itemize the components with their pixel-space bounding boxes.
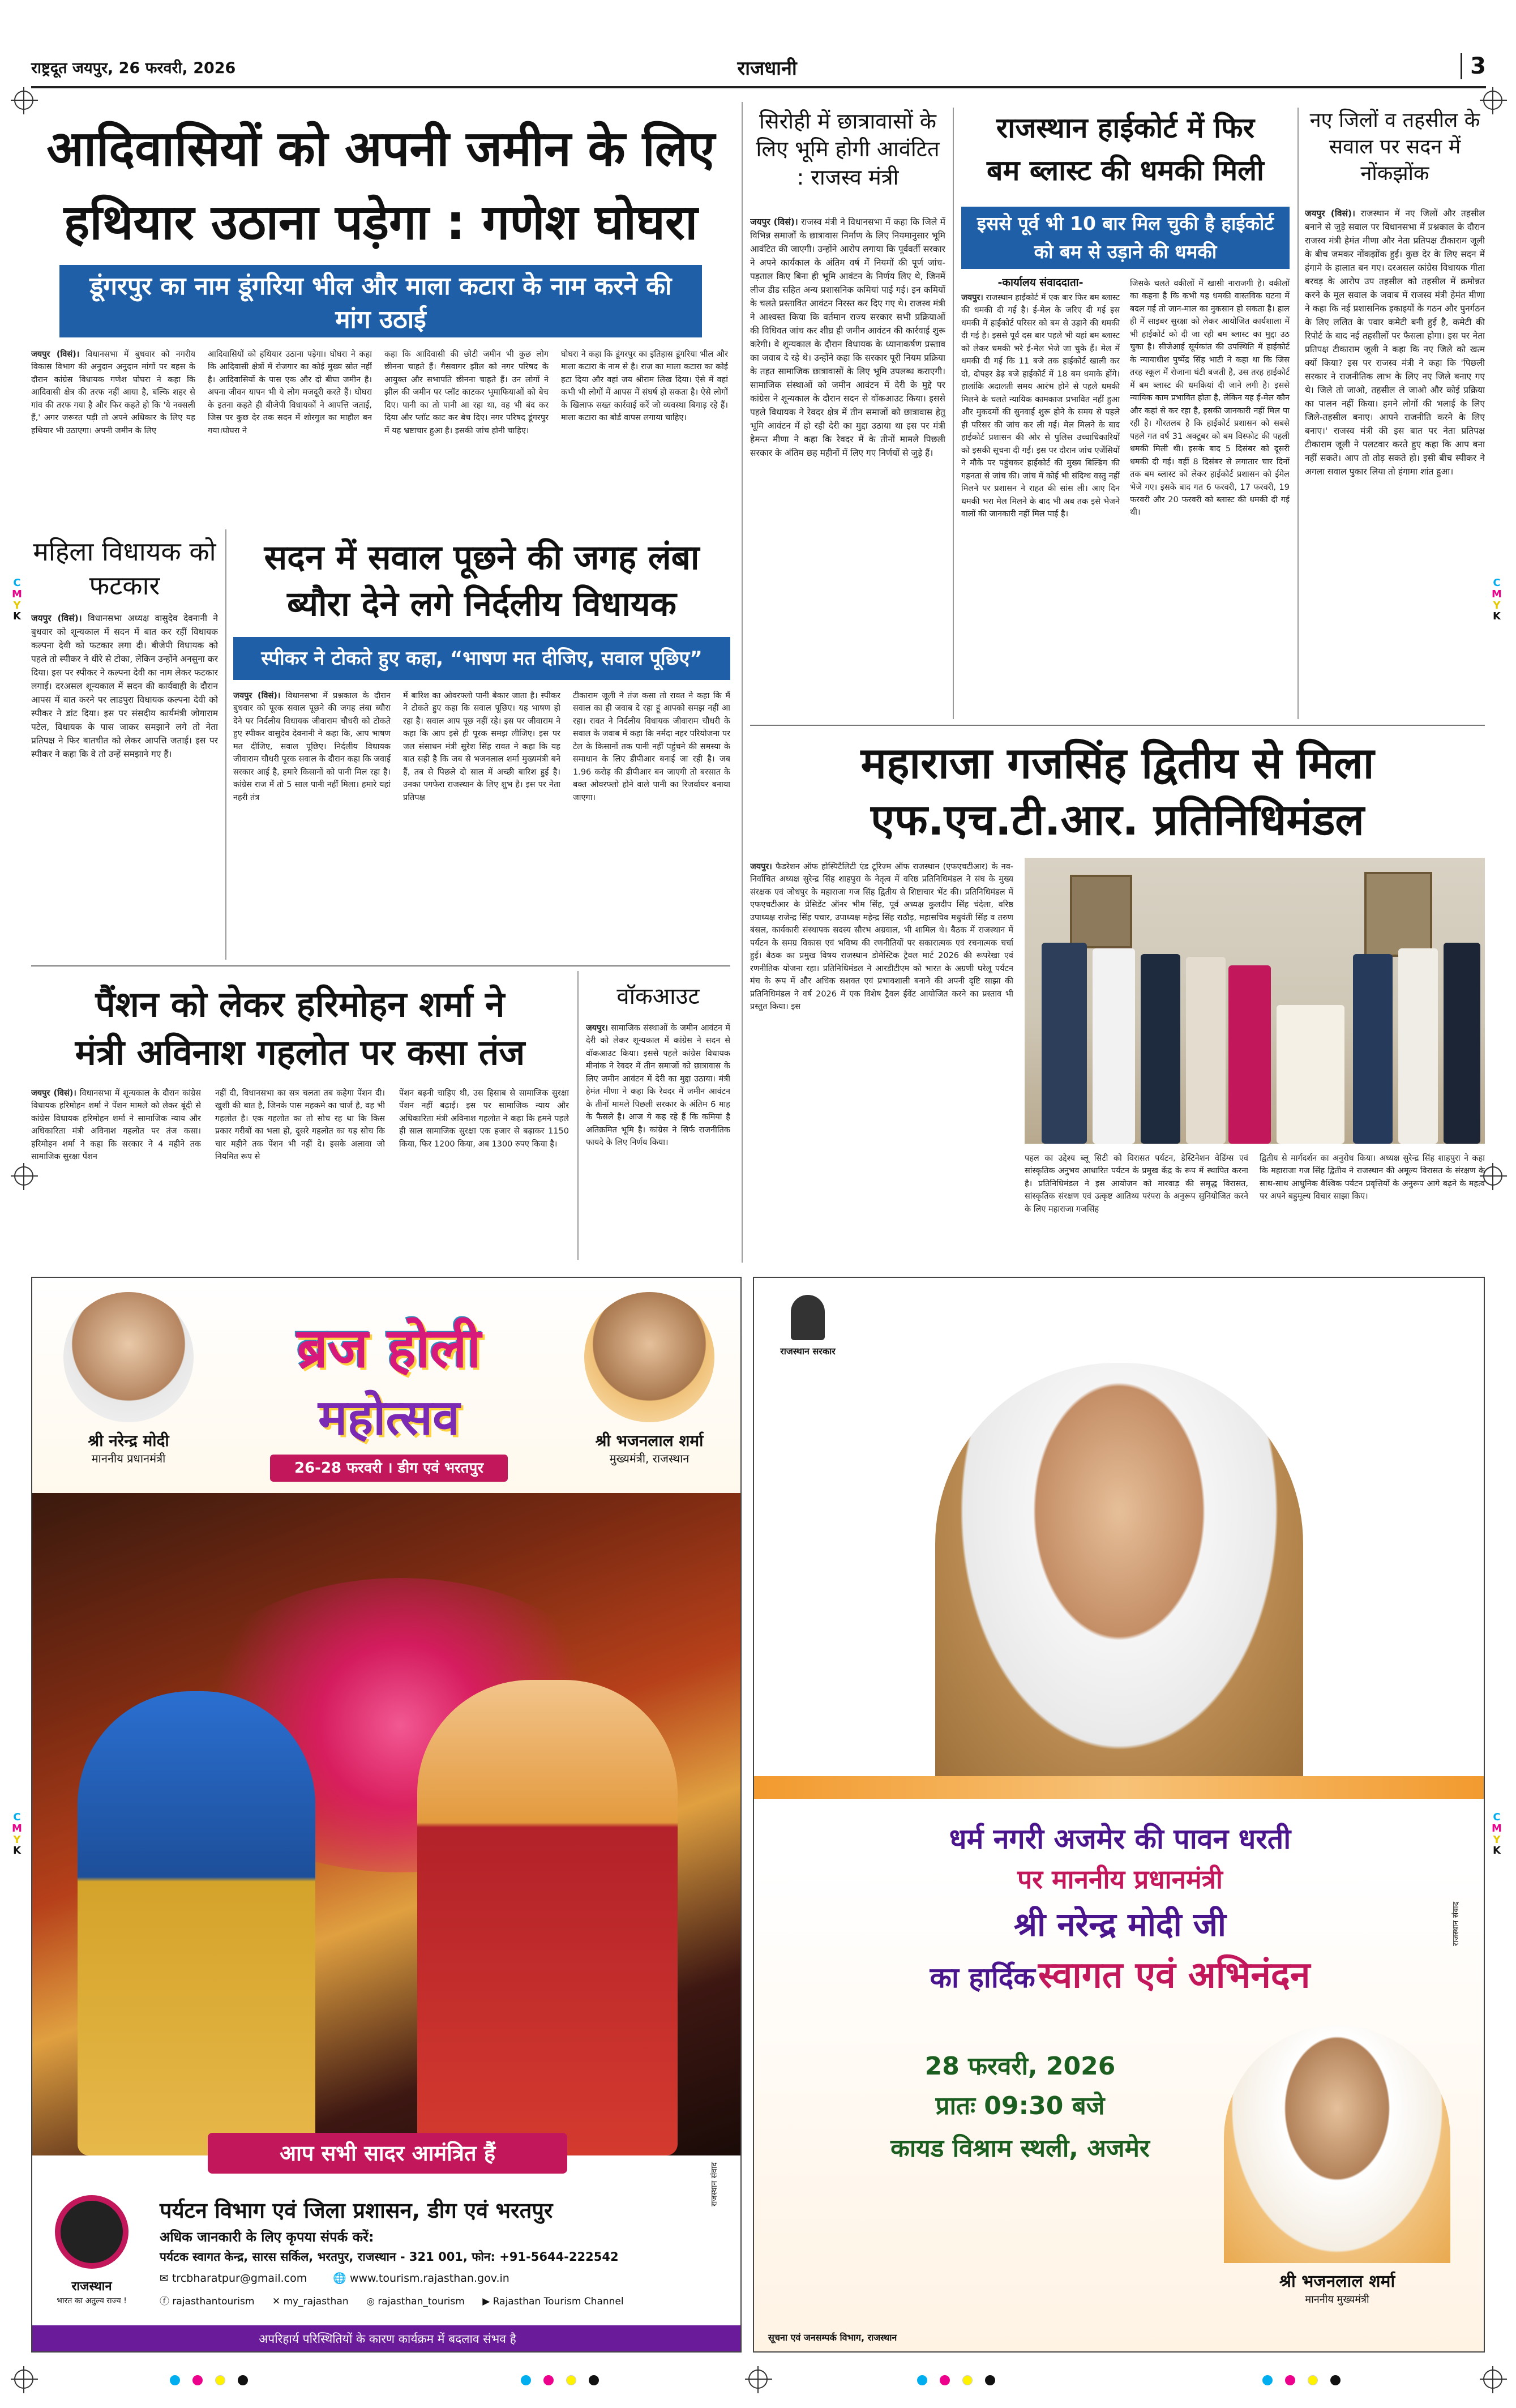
disclaimer-bar: अपरिहार्य परिस्थितियों के कारण कार्यक्रम में बदलाव संभव है: [32, 2325, 742, 2353]
sadan-article: [233, 527, 730, 963]
cmyk-strip-left-2: [11, 1812, 23, 1857]
braj-holi-ad: [31, 1277, 742, 2353]
fhtr-col-3: द्वितीय से मार्गदर्शन का अनुरोध किया। अध्यक्ष सुरेन्द्र सिंह शाहपुरा ने कहा कि महाराजा गज सिंह द्वितीय ने राजस्थान की अमूल्य विरासत के संरक्षण के साथ-साथ आधुनिक वैश्विक पर्यटन प्रवृत्तियों के अनुरूप आगे बढ़ने के महत्व पर अपने बहुमूल्य विचार साझा किए।: [1260, 1154, 1485, 1201]
welcome-line-1: धर्म नगरी अजमेर की पावन धरती: [949, 1823, 1291, 1855]
color-dot: [985, 2375, 995, 2385]
color-dot: [1285, 2375, 1295, 2385]
social-facebook[interactable]: rajasthantourism: [172, 2296, 255, 2307]
divider: [225, 529, 226, 960]
fhtr-col-1-text: फैडरेशन ऑफ होस्पिटैलिटी एंड टूरिज्म ऑफ राजस्थान (एफएचटीआर) के नव-निर्वाचित अध्यक्ष सुरेन्द्र सिंह शाहपुरा के नेतृत्व में वरिष्ठ प्रतिनिधिमंडल ने संघ के मुख्य संरक्षक एवं जोधपुर के महाराजा गज सिंह द्वितीय से शिष्टाचार भेंट की। प्रतिनिधिमंडल में एफएचटीआर के प्रेसिडेंट ऑनर भीम सिंह, पूर्व अध्यक्ष कुलदीप सिंह चंदेला, वरिष्ठ उपाध्यक्ष राजेन्द्र सिंह पचार, उपाध्यक्ष महेन्द्र सिंह राठौड़, महासचिव मधुवंती सिंह व तरुण बंसल, कार्यकारी संस्थापक सदस्य सौरभ अग्रवाल, भी शामिल थे। बैठक में राजस्थान में पर्यटन के समग्र विकास एवं भविष्य की रणनीतियों पर सकारात्मक एवं रचनात्मक चर्चा हुई। बैठक का प्रमुख विषय राजस्थान डोमेस्टिक ट्रैवल मार्ट 2026 की रूपरेखा एवं रणनीतिक योजना रहा। प्रतिनिधिमंडल ने आरडीटीएम को भारत के अग्रणी घरेलू पर्यटन मंच के रूप में और अधिक सशक्त एवं प्रभावशाली बनाने की अपनी दृष्टि साझा की प्रतिनिधिमंडल ने वर्ष 2026 में एक विशेष ट्रैवल ईवेंट आयोजित करने का प्रस्ताव भी प्रस्तुत किया। इस: [750, 862, 1013, 1012]
side-tag: राजस्थान संवाद: [1451, 1901, 1461, 1946]
logo-text: राजस्थान: [71, 2279, 112, 2294]
registration-mark: [748, 2369, 768, 2389]
braj-holi-title-2: महोत्सव: [318, 1389, 460, 1446]
newdistricts-headline: नए जिलों व तहसील के सवाल पर सदन में नोंकझोंक: [1309, 109, 1480, 185]
welcome-line-4: [754, 1949, 1485, 1998]
fhtr-dateline: जयपुर।: [750, 862, 772, 871]
saffron-wave: [754, 1776, 1485, 1799]
page-number: 3: [1461, 53, 1486, 79]
cmyk-y: Y: [1493, 1833, 1501, 1846]
cm-name: श्री भजनलाल शर्मा: [1279, 2272, 1395, 2291]
highcourt-article: [961, 108, 1290, 719]
sirohi-body: [750, 215, 945, 716]
emblem-label: राजस्थान सरकार: [780, 1346, 836, 1357]
cmyk-strip-left: [11, 578, 23, 622]
sadan-subhead: स्पीकर ने टोकते हुए कहा, “भाषण मत दीजिए, सवाल पूछिए”: [233, 637, 730, 680]
fhtr-col-1: [750, 861, 1013, 1260]
social-row: [160, 2293, 726, 2307]
cmyk-c: C: [13, 1811, 21, 1823]
person-figure: [1042, 943, 1087, 1144]
lead-article: [31, 108, 730, 521]
braj-holi-title: ब्रज होली: [297, 1316, 481, 1380]
sirohi-dateline: जयपुर (विसं)।: [750, 217, 798, 227]
instagram-icon: ◎: [366, 2296, 378, 2307]
pension-col-3: पेंशन बढ़नी चाहिए थी, उस हिसाब से सामाजिक सुरक्षा पेंशन नहीं बढ़ाई। इस पर सामाजिक न्याय और अधिकारिता मंत्री अविनाश गहलोत ने कहा कि हमने पहले ही साल सामाजिक सुरक्षा एक हजार से बढ़ाकर 1150 किया, फिर 1200 किया, अब 1300 रुपए किया है।: [399, 1089, 569, 1149]
registration-mark: [14, 2369, 33, 2389]
radha-figure: [417, 1680, 678, 2155]
registration-mark: [1483, 91, 1502, 110]
highcourt-col-2: जिसके चलते वकीलों में खासी नाराजगी है। वकीलों का कहना है कि कभी यह धमकी वास्तविक घटना में बदल गई तो जान-माल का नुकसान हो सकता है। हाल ही में साइबर सुरक्षा को लेकर आयोजित कार्यशाला में भी हाईकोर्ट को दी जा रही बम ब्लास्ट का मुद्दा उठ चुका है। सीजेआई सूर्यकांत की उपस्थिति में हाईकोर्ट के न्यायाधीश पुष्पेंद्र सिंह भाटी ने कहा था कि जिस तरह स्कूल में रोजाना घंटी बजती है, उस तरह हाईकोर्ट में बम ब्लास्ट की धमकियां दी जाने लगी है। इससे न्यायिक काम प्रभावित होता है, लेकिन यह ई-मेल कौन और कहां से कर रहा है, इसकी जानकारी नहीं मिल पा रही है। गौरतलब है कि हाईकोर्ट प्रशासन को सबसे पहले गत वर्ष 31 अक्टूबर को बम विस्फोट की पहली धमकी मिली थी। इसके बाद 5 दिसंबर को दूसरी धमकी दी गई। वहीं 8 दिसंबर से लगातार चार दिनों तक बम ब्लास्ट को लेकर हाईकोर्ट प्रशासन को ईमेल भेजे गए। इसके बाद गत 6 फरवरी, 17 फरवरी, 19 फरवरी और 20 फरवरी को ब्लास्ट की धमकी दी गई थी।: [1130, 279, 1290, 517]
ad-email[interactable]: trcbharatpur@gmail.com: [172, 2272, 307, 2285]
color-dot: [566, 2375, 576, 2385]
cmyk-m: M: [1492, 1822, 1502, 1834]
color-dot: [543, 2375, 554, 2385]
welcome-line-4a: का हार्दिक: [930, 1961, 1035, 1994]
rajasthan-tourism-logo: [55, 2195, 129, 2269]
holi-photo: [32, 1493, 742, 2155]
newdistricts-dateline: जयपुर (विसं)।: [1305, 208, 1355, 219]
event-venue: कायड विश्राम स्थली, अजमेर: [890, 2134, 1150, 2163]
sadan-col-1-text: विधानसभा में प्रश्नकाल के दौरान बुधवार को पूरक सवाल पूछने की जगह लंबा ब्यौरा देने पर निर्दलीय विधायक जीवाराम चौधरी को टोकते हुए स्पीकर वासुदेव देवनानी ने कहा कि, आप भाषण मत दीजिए, सवाल पूछिए। निर्दलीय विधायक जीवाराम चौधरी पूरक सवाल के दौरान कहा कि जवाई सरकार आई है, हमारे किसानों को पानी मिल रहा है। कांग्रेस राज में तो 5 साल पानी नहीं मिला। हमारे यहां नहरी तंत्र: [233, 691, 391, 802]
youtube-icon: ▶: [482, 2296, 493, 2307]
photo-wall-frame: [1364, 872, 1432, 957]
color-dot: [170, 2375, 180, 2385]
lead-headline-2: हथियार उठाना पड़ेगा : गणेश घोघरा: [63, 194, 698, 251]
leader-portrait-right: [584, 1292, 714, 1422]
krishna-figure: [78, 1691, 315, 2155]
sirohi-headline: सिरोही में छात्रावासों के लिए भूमि होगी आवंटित : राजस्व मंत्री: [756, 109, 940, 190]
mahila-dateline: जयपुर (विसं)।: [31, 613, 82, 623]
registration-mark: [14, 1166, 33, 1186]
sadan-col-2: में बारिश का ओवरफ्लो पानी बेकार जाता है। स्पीकर ने टोकते हुए कहा कि सवाल पूछिए। यह भाषण हो रहा है। सवाल आप पूछ नहीं रहे। इस पर जीवाराम ने कहा कि आप इसे ही पूरक समझ लीजिए। इस पर जल संसाधन मंत्री सुरेश सिंह रावत ने कहा कि यह बात सही है कि जब से भजनलाल शर्मा मुख्यमंत्री बने हैं, तब से पिछले दो साल में अच्छी बारिश हुई है। उनका पगफेरा राजस्थान के लिए शुभ है। इस पर नेता प्रतिपक्ष: [403, 691, 560, 802]
welcome-line-3: श्री नरेन्द्र मोदी जी: [1014, 1905, 1226, 1944]
event-date: 28 फरवरी, 2026: [924, 2052, 1116, 2081]
color-dot: [940, 2375, 950, 2385]
divider: [750, 725, 1485, 726]
braj-holi-dates: 26-28 फरवरी । डीग एवं भरतपुर: [270, 1455, 508, 1482]
person-figure: [1277, 1005, 1344, 1144]
pension-article: [31, 971, 569, 1260]
walkout-article: [586, 971, 730, 1260]
mahila-headline: महिला विधायक को फटकार: [33, 536, 216, 601]
social-x[interactable]: my_rajasthan: [283, 2296, 349, 2307]
highcourt-headline-1: राजस्थान हाईकोर्ट में फिर: [996, 112, 1255, 144]
divider: [1297, 108, 1299, 719]
newdistricts-body: [1305, 207, 1485, 716]
person-figure: [1093, 948, 1135, 1144]
cmyk-y: Y: [13, 1833, 21, 1846]
lead-dateline: जयपुर (विसं)।: [31, 350, 80, 359]
leader-portrait-left: [63, 1292, 194, 1422]
lead-headline-1: आदिवासियों को अपनी जमीन के लिए: [46, 121, 715, 177]
contact-line-1: अधिक जानकारी के लिए कृपया संपर्क करें:: [160, 2229, 374, 2245]
person-figure: [1228, 965, 1271, 1144]
highcourt-dateline: जयपुर।: [961, 293, 983, 302]
color-dot: [521, 2375, 531, 2385]
person-figure: [1353, 954, 1393, 1144]
newdistricts-article: [1305, 108, 1485, 719]
pension-col-1: [31, 1087, 201, 1257]
registration-mark: [14, 91, 33, 110]
newdistricts-text: राजस्थान में नए जिलों और तहसील बनाने से जुड़े सवाल पर विधानसभा में प्रश्नकाल के दौरान राजस्व मंत्री हेमंत मीणा और नेता प्रतिपक्ष टीकाराम जूली के बीच जमकर नोंकझोंक हुई। कुछ देर के लिए सदन में हंगामे के हालात बन गए। दरअसल कांग्रेस विधायक गीता बरवड़ के आरोप उप तहसील को तहसील में क्रमोन्नत करने के मूल सवाल के जवाब में राजस्व मंत्री हेमंत मीणा ने कहा कि नई प्रशासनिक इकाइयों के गठन और पुनर्गठन के लिए ललित के पवार कमेटी बनी हुई है, कमेटी की रिपोर्ट के बाद नई तहसीलों पर फैसला होगा। इस पर नेता प्रतिपक्ष टीकाराम जूली ने कहा कि नए जिले को खत्म क्यों किया? इस पर राजस्व मंत्री ने कहा कि 'पिछली सरकार ने राजनीतिक लाभ के लिए नए जिले बनाए गए थे। जिले तो जाओ, तहसील ले जाओ और कोई प्रक्रिया का पालन नहीं किया। हमने लोगों की भलाई के लिए जिले-तहसील बनाए। आपने राजनीति करने के लिए बनाए।' राजस्व मंत्री की इस बात पर नेता प्रतिपक्ष टीकाराम जूली ने पलटवार करते हुए कहा कि आप बना नहीं सकते। आप तो तोड़ सकते हो। इसी बीच स्पीकर ने अगला सवाल पुकार लिया तो हंगामा शांत हुआ।: [1305, 208, 1485, 477]
divider: [31, 965, 730, 966]
cmyk-m: M: [12, 1822, 22, 1834]
color-dot: [238, 2375, 248, 2385]
color-dot: [589, 2375, 599, 2385]
cmyk-k: K: [1493, 610, 1501, 623]
divider: [742, 102, 743, 1263]
highcourt-byline: -कार्यालय संवाददाता-: [997, 276, 1084, 289]
side-tag: राजस्थान संवाद: [710, 2162, 719, 2206]
fhtr-col-2: पहल का उद्देश्य ब्लू सिटी को विरासत पर्यटन, डेस्टिनेशन वेडिंग्स एवं सांस्कृतिक अनुभव आधारित पर्यटन के प्रमुख केंद्र के रूप में स्थापित करना है। प्रतिनिधिमंडल ने इस आयोजन को मारवाड़ की समृद्ध विरासत, सांस्कृतिक संरक्षण एवं उत्कृष्ट आतिथ्य परंपरा के अनुरूप सुनियोजित करने के लिए महाराजा गजसिंह: [1025, 1154, 1248, 1214]
pension-headline-2: मंत्री अविनाश गहलोत पर कसा तंज: [75, 1032, 525, 1073]
color-dot: [962, 2375, 973, 2385]
invite-banner: आप सभी सादर आमंत्रित हैं: [208, 2133, 567, 2174]
cmyk-k: K: [13, 610, 21, 623]
modi-welcome-ad: [753, 1277, 1485, 2353]
mahila-article: [31, 527, 218, 963]
color-dot: [917, 2375, 927, 2385]
lead-subhead: डूंगरपुर का नाम डूंगरिया भील और माला कटारा के नाम करने की मांग उठाई: [59, 265, 702, 337]
logo-subtext: भारत का अतुल्य राज्य !: [57, 2296, 127, 2306]
cm-portrait: [1224, 2025, 1450, 2263]
divider: [577, 971, 579, 1260]
contact-line-2: पर्यटक स्वागत केन्द्र, सारस सर्किल, भरतपुर, राजस्थान - 321 001, फोन: +91-5644-222542: [160, 2250, 619, 2264]
org-line: पर्यटन विभाग एवं जिला प्रशासन, डीग एवं भरतपुर: [160, 2198, 553, 2223]
highcourt-headline-2: बम ब्लास्ट की धमकी मिली: [987, 154, 1264, 187]
left-leader-title: माननीय प्रधानमंत्री: [91, 1452, 166, 1465]
color-dot: [1308, 2375, 1318, 2385]
welcome-line-2: पर माननीय प्रधानमंत्री: [1017, 1864, 1223, 1894]
cmyk-c: C: [1493, 577, 1501, 589]
person-figure: [1398, 948, 1438, 1144]
social-instagram[interactable]: rajasthan_tourism: [378, 2296, 465, 2307]
photo-wall-frame: [1070, 875, 1132, 948]
highcourt-col-1: [961, 292, 1120, 716]
globe-icon: 🌐: [333, 2272, 350, 2285]
state-emblem-icon: [791, 1295, 825, 1340]
ad-website[interactable]: www.tourism.rajasthan.gov.in: [349, 2272, 509, 2285]
walkout-text: सामाजिक संस्थाओं के जमीन आवंटन में देरी को लेकर शून्यकाल में कांग्रेस ने सदन से वॉकआउट किया। इससे पहले कांग्रेस विधायक मीनांक ने रेवदर में तीन समाजों को छात्रावास के लिए जमीन आवंटन में देरी का मुद्दा उठाया। मंत्री हेमंत मीणा ने कहा कि रेवदर में जमीन आवंटन के तीनों मामले पिछली सरकार के अंतिम 6 माह के फैसले है। आज ये कह रहे हैं कि कमियां है अतिक्रमित भूमि है। कांग्रेस ने सिर्फ राजनीतिक फायदे के लिए निर्णय किया।: [586, 1024, 730, 1148]
registration-mark: [1483, 2369, 1502, 2389]
mahila-body: [31, 611, 218, 957]
pension-headline-1: पैंशन को लेकर हरिमोहन शर्मा ने: [95, 983, 505, 1025]
welcome-line-4b: स्वागत एवं अभिनंदन: [1038, 1954, 1311, 1996]
masthead-date: राष्ट्रदूत जयपुर, 26 फरवरी, 2026: [31, 59, 236, 77]
facebook-icon: ⓕ: [160, 2296, 173, 2307]
event-time: प्रातः 09:30 बजे: [935, 2092, 1105, 2120]
lead-col-2: आदिवासियों को हथियार उठाना पड़ेगा। घोघरा ने कहा कि आदिवासी क्षेत्रों में रोजगार का कोई मुख्य स्रोत नहीं है। आदिवासियों के पास एक और दो बीघा जमीन है। अपना जीवन यापन भी ये लोग मजदूरी करते हैं। घोघरा के इतना कहते ही बीजेपी विधायकों ने आपत्ति जताई, जिस पर कुछ देर तक सदन में शोरगुल का माहौल बन गया।घोघरा ने: [208, 350, 372, 435]
fhtr-headline-1: महाराजा गजसिंह द्वितीय से मिला: [860, 738, 1374, 788]
email-icon: ✉: [160, 2272, 172, 2285]
cmyk-k: K: [13, 1845, 21, 1857]
cmyk-c: C: [1493, 1811, 1501, 1823]
cm-title: माननीय मुख्यमंत्री: [1305, 2294, 1369, 2306]
sadan-headline-1: सदन में सवाल पूछने की जगह लंबा: [264, 538, 700, 578]
person-figure: [1444, 943, 1480, 1144]
walkout-body: [586, 1022, 730, 1254]
highcourt-subhead: इससे पूर्व भी 10 बार मिल चुकी है हाईकोर्ट को बम से उड़ाने की धमकी: [961, 207, 1290, 269]
lead-col-4: घोघरा ने कहा कि डूंगरपुर का इतिहास डूंगरिया भील और माला कटारा के नाम से है। राज का माला कटारा का कोई हटा दिया और वहां जय श्रीराम लिख दिया। ऐसे में वहां कभी भी लोगों में आपस में संघर्ष हो सकता है। ऐसे लोगों के खिलाफ सख्त कार्रवाई करें जो व्यवस्था बिगाड़ रहे हैं। माला कटारा का बोर्ड वापस लगाया चाहिए।: [561, 350, 728, 423]
email-row: [160, 2272, 692, 2285]
color-dot: [1330, 2375, 1341, 2385]
divider: [953, 108, 954, 719]
sadan-col-1: [233, 690, 391, 956]
fhtr-article: [750, 730, 1485, 1263]
lead-col-3: कहा कि आदिवासी की छोटी जमीन भी कुछ लोग छीनना चाहते हैं। गैसवागर झील को नगर परिषद के आयुक्त और सभापति छीनना चाहते हैं। उन लोगों ने झील की जमीन पर प्लॉट काटकर भूमाफियाओं को बेच दिए। पानी का तो पानी आ रहा था, वह भी बंद कर दिया और प्लॉट काट कर बेच दिए। नगर परिषद डूंगरपुर में यह भ्रष्टाचार हुआ है। इसकी जांच होनी चाहिए।: [384, 350, 549, 435]
color-dot: [1262, 2375, 1273, 2385]
sirohi-text: राजस्व मंत्री ने विधानसभा में कहा कि जिले में विभिन्न समाजों के छात्रावास निर्माण के लिए नियमानुसार भूमि आवंटित की जाएगी। उन्होंने आरोप लगाया कि पूर्ववर्ती सरकार ने अपने कार्यकाल के अंतिम वर्ष में नियमों की पूर्ण जांच-पड़ताल किए बिना ही भूमि आवंटन के निर्णय लिए थे, जिनमें लीज डीड सहित अन्य प्रशासनिक कमियां पाई गई। इन कमियों के चलते प्रस्तावित आवंटन निरस्त कर दिए गए थे। राजस्व मंत्री ने आश्वस्त किया कि वर्तमान राज्य सरकार सभी प्रक्रियाओं की विधिवत जांच कर शीघ्र ही जमीन आवंटन की कार्रवाई शुरू करेगी। वे शून्यकाल के दौरान विधायक के ध्यानाकर्षण प्रस्ताव का जवाब दे रहे थे। उन्होंने कहा कि सरकार पूरी नियम प्रक्रिया के तहत सामाजिक छात्रावासों के लिए भूमि उपलब्ध कराएगी। सामाजिक संस्थाओं को जमीन आवंटन में देरी के मुद्दे पर कांग्रेस ने शून्यकाल के दौरान सदन से वॉकआउट किया। इससे पहले विधायक ने रेवदर क्षेत्र में तीन समाजों को छात्रावास हेतु भूमि आवंटन में हो रही देरी का मुद्दा उठाया था इस पर मंत्री हेमन्त मीणा ने कहा कि रेवदर में के तीनों मामले पिछली सरकार के अंतिम छह महीनों में लिए गए निर्णयों से जुड़े हैं।: [750, 217, 945, 459]
sadan-headline-2: ब्यौरा देने लगे निर्दलीय विधायक: [287, 584, 676, 624]
ad-footer-credit: सूचना एवं जनसम्पर्क विभाग, राजस्थान: [768, 2332, 897, 2343]
person-figure: [1186, 957, 1226, 1144]
social-youtube[interactable]: Rajasthan Tourism Channel: [493, 2296, 624, 2307]
left-leader-name: श्री नरेन्द्र मोदी: [88, 1431, 169, 1450]
lead-col-1-text: विधानसभा में बुधवार को नगरीय विकास विभाग की अनुदान अनुदान मांगों पर बहस के दौरान कांग्रेस विधायक गणेश घोघरा ने कहा कि आदिवासी क्षेत्र की तरफ नहीं आया है, बल्कि शहर से गांव की तरफ गया है और फिर कहते हो कि 'ये नक्सली हैं,' अगर जरूरत पड़ी तो अपने अधिकार के लिए यह हथियार भी उठाएगा। अपनी जमीन के लिए: [31, 350, 195, 435]
color-dot: [215, 2375, 225, 2385]
cmyk-c: C: [13, 577, 21, 589]
ad-footer: [32, 2181, 742, 2353]
cmyk-m: M: [12, 588, 22, 600]
pm-portrait: [935, 1363, 1303, 1787]
sadan-col-3: टीकाराम जूली ने तंज कसा तो रावत ने कहा कि मैं सवाल का ही जवाब दे रहा हूं आपको समझ नहीं आ रहा। रावत ने निर्दलीय विधायक जीवाराम चौधरी के सवाल के जवाब में कहा कि नर्मदा नहर परियोजना पर टेल के किसानों तक पानी नहीं पहुंचने की समस्या के समाधान के लिए डीपीआर बनाई जा रही है। जब 1.96 करोड़ की डीपीआर बन जाएगी तो बरसात के बक्त ओवरफ्लो होने वाले पानी का रिजर्वायर बनाया जाएगा।: [573, 691, 730, 802]
lead-col-1: [31, 348, 195, 518]
walkout-dateline: जयपुर।: [586, 1024, 608, 1033]
right-leader-title: मुख्यमंत्री, राजस्थान: [609, 1452, 690, 1465]
person-figure: [1141, 954, 1180, 1144]
pension-col-2: नहीं दी, विधानसभा का सत्र चलता तब कहेगा पेंशन दी। खुशी की बात है, जिनके पास महकमे का चार्ज है, वह भी गहलोत है। एक गहलोत का तो सोच रह था कि किस प्रकार गरीबों का भला हो, दूसरे गहलोत का यह सोच कि चार महीने तक पेंशन भी नहीं दे। इसके अलावा जो नियमित रूप से: [215, 1089, 385, 1162]
sadan-dateline: जयपुर (विसं)।: [233, 691, 281, 700]
cmyk-y: Y: [13, 599, 21, 611]
registration-mark: [1483, 1166, 1502, 1186]
highcourt-col-1-text: राजस्थान हाईकोर्ट में एक बार फिर बम ब्लास्ट की धमकी दी गई है। ई-मेल के जरिए दी गई इस धमकी में हाईकोर्ट परिसर को बम से उड़ाने की धमकी दी गई है। इससे पूर्व दस बार पहले भी यहां बम ब्लास्ट को लेकर धमकी भरे ई-मेल भेजे जा चुके हैं। मेल में धमकी दी गई कि 11 बजे तक हाईकोर्ट खाली कर दो, दोपहर डेढ़ बजे हाईकोर्ट में 18 बम धमाके होंगे। हालांकि अदालती समय आरंभ होने से पहले धमकी मिलने के चलते न्यायिक कामकाज प्रभावित नहीं हुआ और मुकदमों की सुनवाई शुरू होने के समय से पहले ही परिसर की जांच कर ली गई। मेल मिलने के बाद हाईकोर्ट प्रशासन की ओर से पुलिस उच्चाधिकारियों को इसकी सूचना दी गई। इस पर दौरान जांच एजेंसियों ने मौके पर पहुंचकर हाईकोर्ट की मुख्य बिल्डिंग की गहनता से जांच की। जांच में कोई भी संदिग्ध वस्तु नहीं मिलने पर प्रशासन ने राहत की सांस ली। आए दिन धमकी भरा मेल मिलने के बाद भी अब तक इसे भेजने वालों की जानकारी नहीं मिल पाई है।: [961, 293, 1120, 519]
pension-col-1-text: विधानसभा में शून्यकाल के दौरान कांग्रेस विधायक हरिमोहन शर्मा ने पेंशन मामले को लेकर बूंदी से कांग्रेस विधायक हरिमोहन शर्मा ने सामाजिक न्याय और अधिकारिता मंत्री अविनाश गहलोत पर तंज कसा। हरिमोहन शर्मा ने कहा कि सरकार ने 4 महीने तक सामाजिक सुरक्षा पेंशन: [31, 1089, 201, 1162]
mahila-text: विधानसभा अध्यक्ष वासुदेव देवनानी ने बुधवार को शून्यकाल में सदन में बात कर रहीं विधायक कल्पना देवी को फटकार लगा दी। बीजेपी विधायक को पहले तो स्पीकर ने धीरे से टोका, लेकिन उन्होंने अनसुना कर दिया। इस पर स्पीकर ने कल्पना देवी का नाम लेकर फटकार लगाई। दरअसल शून्यकाल में सदन की कार्यवाही के दौरान आपस में बात करने पर लाडपुरा विधायक कल्पना देवी को स्पीकर ने डांट दिया। इस पर संसदीय कार्यमंत्री जोगाराम पटेल, विधायक के पास जाकर समझाने लगे तो नेता प्रतिपक्ष ने फिर बातचीत को लेकर आपत्ति जताई। इस पर स्पीकर ने कहा कि वे तो उन्हें समझाने गए हैं।: [31, 613, 218, 760]
color-dot: [192, 2375, 203, 2385]
right-leader-name: श्री भजनलाल शर्मा: [595, 1431, 704, 1450]
masthead: [31, 52, 1486, 88]
cmyk-m: M: [1492, 588, 1502, 600]
cmyk-y: Y: [1493, 599, 1501, 611]
fhtr-photo: [1025, 858, 1485, 1144]
pension-dateline: जयपुर (विसं)।: [31, 1089, 76, 1098]
cmyk-strip-right-2: [1491, 1812, 1502, 1857]
cmyk-strip-right: [1491, 578, 1502, 622]
fhtr-headline-2: एफ.एच.टी.आर. प्रतिनिधिमंडल: [871, 794, 1364, 845]
sirohi-article: [750, 108, 945, 719]
x-icon: ✕: [272, 2296, 284, 2307]
walkout-headline: वॉकआउट: [616, 983, 700, 1010]
cmyk-k: K: [1493, 1845, 1501, 1857]
section-title: राजधानी: [737, 57, 797, 80]
